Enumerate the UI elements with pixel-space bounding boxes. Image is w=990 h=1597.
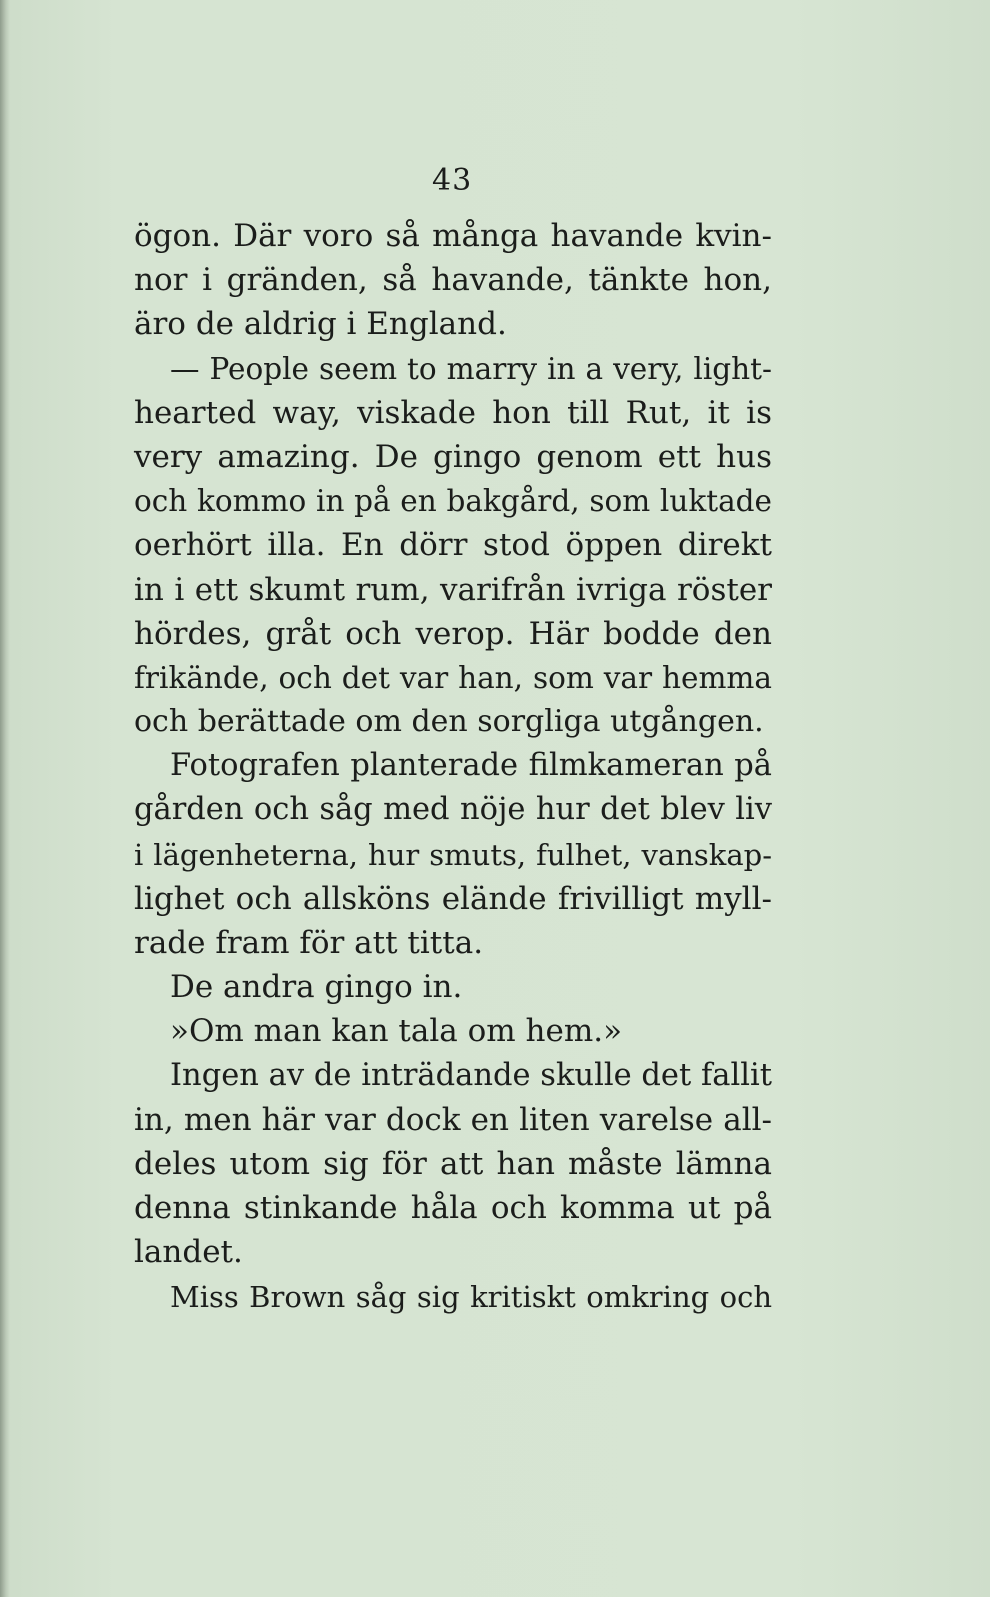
text-line: Ingen av de inträdande skulle det fallit [170, 1057, 772, 1093]
text-line: »Om man kan tala om hem.» [170, 1013, 623, 1050]
text-line: i lägenheterna, hur smuts, fulhet, vanskap- [134, 837, 772, 872]
text-line: rade fram för att titta. [134, 925, 484, 961]
text-line: Miss Brown såg sig kritiskt omkring och [170, 1279, 772, 1314]
text-line: och kommo in på en bakgård, som luktade [134, 484, 772, 519]
text-line: landet. [134, 1234, 243, 1271]
text-line: deles utom sig för att han måste lämna [134, 1145, 772, 1182]
text-line: ögon. Där voro så många havande kvin- [134, 218, 772, 254]
text-line: och berättade om den sorgliga utgången. [134, 704, 764, 740]
text-line: in, men här var dock en liten varelse all- [134, 1101, 772, 1138]
page-number: 43 [432, 163, 473, 198]
text-line: very amazing. De gingo genom ett hus [134, 438, 772, 475]
text-line: in i ett skumt rum, varifrån ivriga röster [134, 571, 772, 608]
text-line: Fotografen planterade filmkameran på [170, 748, 772, 784]
text-line: oerhört illa. En dörr stod öppen direkt [134, 527, 772, 564]
page-edge-shadow [0, 0, 10, 1597]
text-line: — People seem to marry in a very, light- [170, 351, 772, 386]
text-line: lighet och allsköns elände frivilligt myll- [134, 880, 772, 917]
text-line: nor i gränden, så havande, tänkte hon, [134, 262, 772, 299]
text-line: äro de aldrig i England. [134, 306, 507, 343]
text-line: denna stinkande håla och komma ut på [134, 1190, 772, 1227]
text-line: gården och såg med nöje hur det blev liv [134, 792, 772, 828]
body-text [134, 214, 772, 1319]
text-line: frikände, och det var han, som var hemma [134, 660, 772, 695]
text-line: De andra gingo in. [170, 969, 463, 1006]
text-line: hördes, gråt och verop. Här bodde den [134, 615, 772, 652]
text-line: hearted way, viskade hon till Rut, it is [134, 394, 772, 431]
